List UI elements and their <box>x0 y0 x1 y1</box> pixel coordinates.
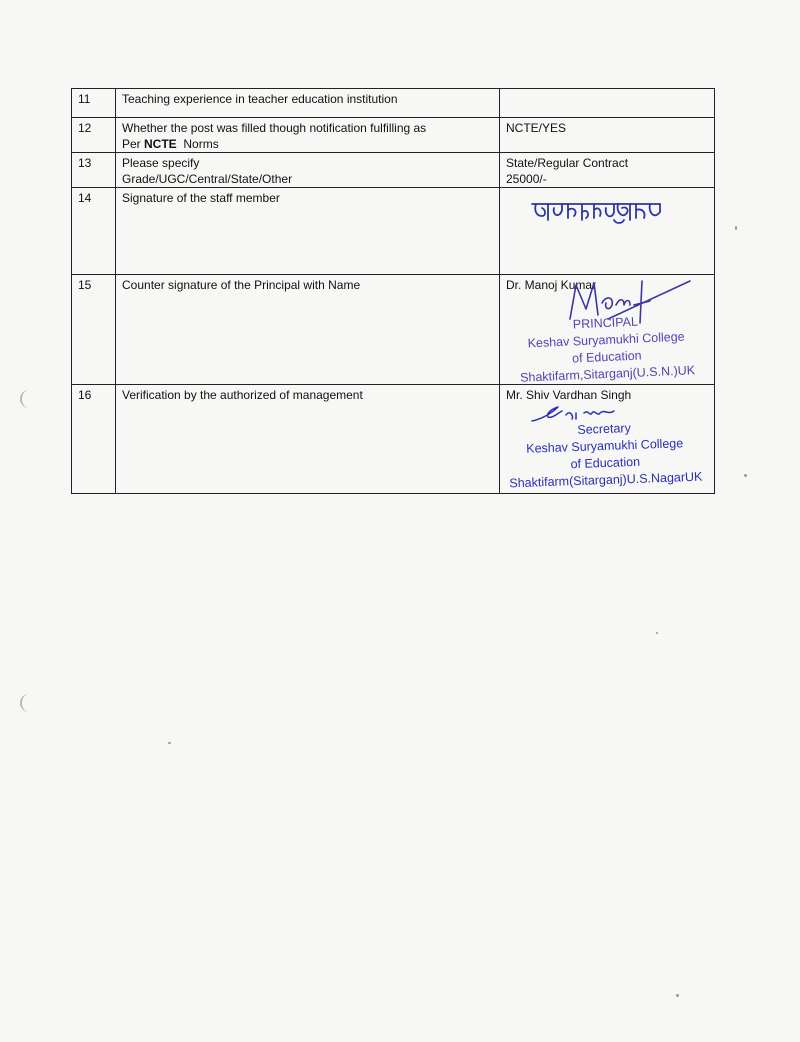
table-row <box>72 385 715 494</box>
row-description <box>116 118 500 153</box>
scan-speck <box>168 742 171 744</box>
stamp-line: of Education <box>570 454 641 472</box>
secretary-name: Mr. Shiv Vardhan Singh <box>506 388 632 402</box>
scan-speck <box>735 226 737 230</box>
staff-details-table <box>71 88 715 494</box>
row-number: 11 <box>72 89 116 118</box>
punch-hole-mark <box>20 390 38 408</box>
principal-name: Dr. Manoj Kumar <box>506 278 597 292</box>
row-number: 16 <box>72 385 116 494</box>
description-line: Whether the post was filled though notification fulfilling as <box>122 121 427 135</box>
description-suffix: Norms <box>176 137 219 151</box>
stamp-line: Keshav Suryamukhi College <box>527 329 685 351</box>
description-line <box>122 136 493 152</box>
description-line: Grade/UGC/Central/State/Other <box>122 172 293 186</box>
value-line: State/Regular Contract <box>506 156 629 170</box>
description-line: Please specify <box>122 156 200 170</box>
stamp-line: of Education <box>571 348 642 366</box>
row-value: NCTE/YES <box>500 118 715 153</box>
row-value <box>500 385 715 494</box>
row-description: Signature of the staff member <box>116 188 500 275</box>
secretary-stamp <box>493 417 717 493</box>
principal-stamp <box>503 311 711 388</box>
staff-handwritten-signature <box>530 198 662 226</box>
row-description: Teaching experience in teacher education institution <box>116 89 500 118</box>
stamp-line: Keshav Suryamukhi College <box>525 436 684 456</box>
punch-hole-mark <box>20 694 38 712</box>
row-number: 15 <box>72 275 116 385</box>
table-row <box>72 275 715 385</box>
table-row <box>72 118 715 153</box>
row-number: 14 <box>72 188 116 275</box>
stamp-line: Shaktifarm(Sitarganj)U.S.NagarUK <box>509 469 703 491</box>
row-description: Verification by the authorized of management <box>116 385 500 494</box>
row-description: Counter signature of the Principal with Name <box>116 275 500 385</box>
table-row <box>72 188 715 275</box>
row-value <box>500 153 715 188</box>
row-number: 13 <box>72 153 116 188</box>
stamp-line: Shaktifarm,Sitarganj(U.S.N.)UK <box>519 363 696 385</box>
scan-speck <box>744 474 747 477</box>
scan-speck <box>656 632 658 634</box>
row-number: 12 <box>72 118 116 153</box>
scan-speck <box>676 994 679 997</box>
table-row <box>72 153 715 188</box>
row-description <box>116 153 500 188</box>
stamp-line: PRINCIPAL <box>572 314 639 332</box>
description-prefix: Per <box>122 137 145 151</box>
row-value <box>500 188 715 275</box>
value-line: 25000/- <box>506 172 547 186</box>
ncte-emphasis: NCTE <box>144 137 177 151</box>
row-value <box>500 275 715 385</box>
table-row <box>72 89 715 118</box>
stamp-line: Secretary <box>577 421 632 437</box>
row-value <box>500 89 715 118</box>
